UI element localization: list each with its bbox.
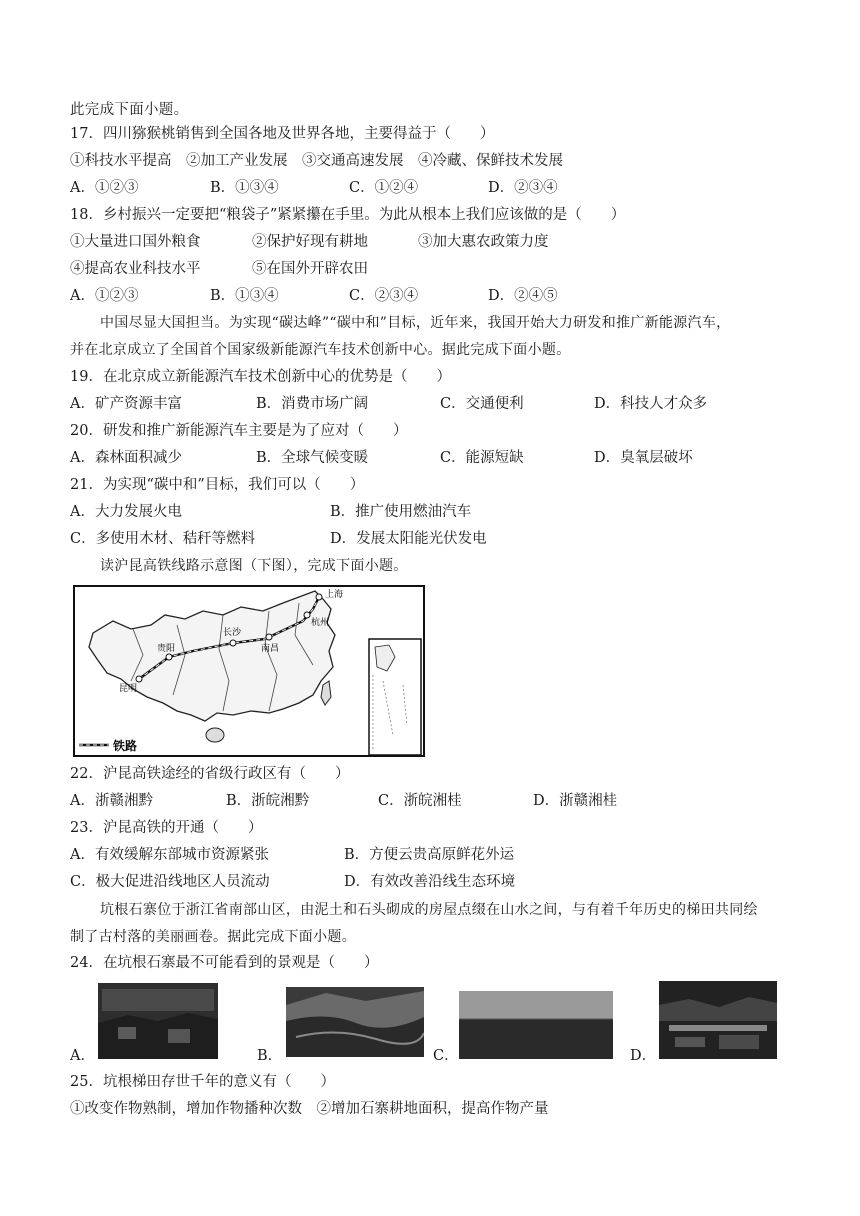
q24-label-a: A． [70, 1048, 95, 1064]
q22-option-a[interactable]: A．浙赣湘黔 [70, 793, 153, 809]
q24-label-d: D． [630, 1048, 657, 1064]
city-hangzhou [304, 612, 310, 618]
question-22: 22．沪昆高铁途经的省级行政区有（ ） [70, 766, 350, 782]
q24-photo-b[interactable] [286, 987, 424, 1057]
q21-option-d[interactable]: D．发展太阳能光伏发电 [330, 531, 487, 547]
q23-option-c[interactable]: C．极大促进沿线地区人员流动 [70, 874, 270, 890]
q23-option-d[interactable]: D．有效改善沿线生态环境 [344, 874, 516, 890]
q17-option-a[interactable]: A．①②③ [70, 180, 139, 196]
passage-19-line-2: 并在北京成立了全国首个国家级新能源汽车技术创新中心。据此完成下面小题。 [70, 342, 571, 358]
q17-option-b[interactable]: B．①③④ [210, 180, 279, 196]
q18-item-5: ⑤在国外开辟农田 [252, 261, 368, 277]
label-shanghai: 上海 [325, 589, 344, 599]
q18-item-3: ③加大惠农政策力度 [418, 234, 549, 250]
question-20: 20．研发和推广新能源汽车主要是为了应对（ ） [70, 423, 408, 439]
question-21: 21．为实现“碳中和”目标，我们可以（ ） [70, 477, 365, 493]
q21-option-a[interactable]: A．大力发展火电 [70, 504, 182, 520]
q17-option-d[interactable]: D．②③④ [488, 180, 558, 196]
question-18: 18．乡村振兴一定要把“粮袋子”紧紧攥在手里。为此从根本上我们应该做的是（ ） [70, 207, 626, 223]
q20-option-d[interactable]: D．臭氧层破坏 [594, 450, 693, 466]
city-guiyang [166, 654, 172, 660]
q24-label-b: B． [257, 1048, 283, 1064]
q22-option-d[interactable]: D．浙赣湘桂 [533, 793, 618, 809]
q18-option-c[interactable]: C．②③④ [349, 288, 419, 304]
city-nanchang [266, 634, 272, 640]
question-17: 17．四川猕猴桃销售到全国各地及世界各地，主要得益于（ ） [70, 126, 495, 142]
q19-option-a[interactable]: A．矿产资源丰富 [70, 396, 182, 412]
legend-label: 铁路 [113, 739, 138, 753]
q19-option-b[interactable]: B．消费市场广阔 [256, 396, 369, 412]
q24-label-c: C． [433, 1048, 459, 1064]
q18-option-a[interactable]: A．①②③ [70, 288, 139, 304]
q18-option-b[interactable]: B．①③④ [210, 288, 279, 304]
question-24: 24．在坑根石寨最不可能看到的景观是（ ） [70, 955, 379, 971]
label-guiyang: 贵阳 [157, 643, 176, 653]
q22-option-b[interactable]: B．浙皖湘黔 [226, 793, 310, 809]
q18-option-d[interactable]: D．②④⑤ [488, 288, 558, 304]
q24-photo-a[interactable] [98, 983, 218, 1059]
railway-map [73, 585, 425, 757]
q22-option-c[interactable]: C．浙皖湘桂 [378, 793, 462, 809]
q21-option-b[interactable]: B．推广使用燃油汽车 [330, 504, 472, 520]
q18-item-1: ①大量进口国外粮食 [70, 234, 201, 250]
question-17-items: ①科技水平提高 ②加工产业发展 ③交通高速发展 ④冷藏、保鲜技术发展 [70, 153, 563, 169]
label-nanchang: 南昌 [261, 643, 280, 653]
q20-option-a[interactable]: A．森林面积减少 [70, 450, 182, 466]
label-hangzhou: 杭州 [311, 617, 330, 627]
q18-item-4: ④提高农业科技水平 [70, 261, 201, 277]
q19-option-c[interactable]: C．交通便利 [440, 396, 524, 412]
passage-24-line-1: 坑根石寨位于浙江省南部山区，由泥土和石头砌成的房屋点缀在山水之间，与有着千年历史的梯田共同绘 [100, 902, 758, 918]
question-25: 25．坑根梯田存世千年的意义有（ ） [70, 1074, 335, 1090]
q23-option-b[interactable]: B．方便云贵高原鲜花外运 [344, 847, 515, 863]
city-changsha [230, 640, 236, 646]
question-25-items: ①改变作物熟制，增加作物播种次数 ②增加石寨耕地面积，提高作物产量 [70, 1101, 549, 1117]
passage-22: 读沪昆高铁线路示意图（下图），完成下面小题。 [100, 558, 408, 574]
city-kunming [136, 676, 142, 682]
q20-option-b[interactable]: B．全球气候变暖 [256, 450, 369, 466]
hainan-island [206, 728, 224, 742]
city-shanghai [316, 594, 322, 600]
passage-24-line-2: 制了古村落的美丽画卷。据此完成下面小题。 [70, 929, 356, 945]
q20-option-c[interactable]: C．能源短缺 [440, 450, 524, 466]
intro-tail: 此完成下面小题。 [70, 102, 189, 118]
label-kunming: 昆明 [119, 683, 138, 693]
question-19: 19．在北京成立新能源汽车技术创新中心的优势是（ ） [70, 369, 451, 385]
question-23: 23．沪昆高铁的开通（ ） [70, 820, 263, 836]
q23-option-a[interactable]: A．有效缓解东部城市资源紧张 [70, 847, 269, 863]
q17-option-c[interactable]: C．①②④ [349, 180, 419, 196]
q24-photo-c[interactable] [459, 991, 613, 1059]
passage-19-line-1: 中国尽显大国担当。为实现“碳达峰”“碳中和”目标，近年来，我国开始大力研发和推广新能源汽车， [100, 315, 731, 331]
q24-photo-d[interactable] [659, 981, 777, 1059]
q19-option-d[interactable]: D．科技人才众多 [594, 396, 708, 412]
q18-item-2: ②保护好现有耕地 [252, 234, 368, 250]
label-changsha: 长沙 [223, 627, 242, 637]
q21-option-c[interactable]: C．多使用木材、秸秆等燃料 [70, 531, 256, 547]
